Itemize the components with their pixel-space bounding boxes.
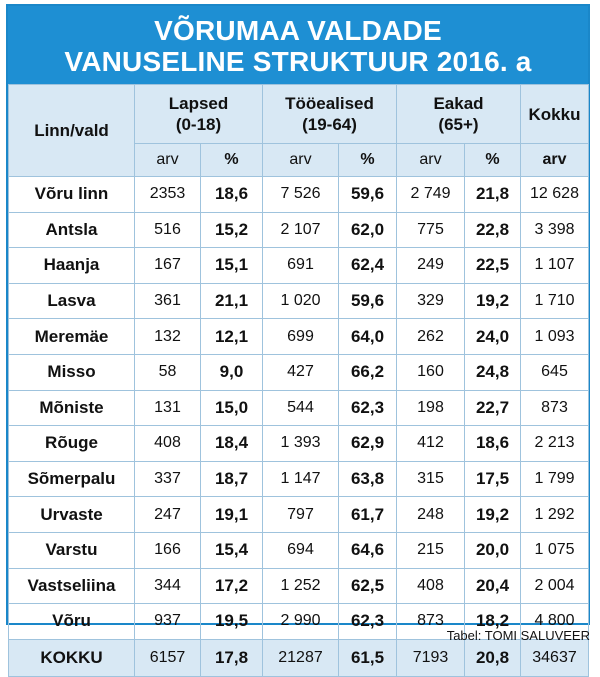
working-percent: 59,6 (339, 283, 397, 319)
total-count: 1 710 (521, 283, 589, 319)
children-count: 132 (135, 319, 201, 355)
working-count: 7 526 (263, 177, 339, 213)
elderly-count: 198 (397, 390, 465, 426)
header-working-percent: % (339, 144, 397, 177)
title-line-2: VANUSELINE STRUKTUUR 2016. a (64, 46, 532, 77)
table-row (9, 426, 589, 462)
elderly-percent: 18,2 (465, 604, 521, 640)
header-children-percent: % (201, 144, 263, 177)
children-count: 408 (135, 426, 201, 462)
working-count: 1 252 (263, 568, 339, 604)
place-name: Misso (9, 354, 135, 390)
working-count: 1 020 (263, 283, 339, 319)
children-percent: 18,7 (201, 461, 263, 497)
header-place: Linn/vald (9, 85, 135, 177)
working-count: 2 990 (263, 604, 339, 640)
place-name: Rõuge (9, 426, 135, 462)
place-name: Võru (9, 604, 135, 640)
children-percent: 15,2 (201, 212, 263, 248)
children-percent: 15,0 (201, 390, 263, 426)
children-count: 167 (135, 248, 201, 284)
working-percent: 64,0 (339, 319, 397, 355)
elderly-count: 315 (397, 461, 465, 497)
elderly-percent: 22,7 (465, 390, 521, 426)
table-row (9, 212, 589, 248)
total-children-count: 6157 (135, 639, 201, 676)
title-line-1: VÕRUMAA VALDADE (154, 15, 442, 46)
total-label: KOKKU (9, 639, 135, 676)
total-count: 1 107 (521, 248, 589, 284)
children-count: 247 (135, 497, 201, 533)
working-count: 1 147 (263, 461, 339, 497)
working-percent: 62,3 (339, 604, 397, 640)
place-name: Varstu (9, 532, 135, 568)
children-percent: 9,0 (201, 354, 263, 390)
children-count: 361 (135, 283, 201, 319)
total-working-percent: 61,5 (339, 639, 397, 676)
working-count: 694 (263, 532, 339, 568)
elderly-count: 408 (397, 568, 465, 604)
total-children-percent: 17,8 (201, 639, 263, 676)
working-count: 797 (263, 497, 339, 533)
children-percent: 19,5 (201, 604, 263, 640)
elderly-percent: 20,4 (465, 568, 521, 604)
place-name: Haanja (9, 248, 135, 284)
header-elderly-label: Eakad (433, 94, 484, 113)
total-count: 645 (521, 354, 589, 390)
total-elderly-percent: 20,8 (465, 639, 521, 676)
children-count: 516 (135, 212, 201, 248)
place-name: Urvaste (9, 497, 135, 533)
elderly-count: 412 (397, 426, 465, 462)
working-percent: 62,0 (339, 212, 397, 248)
children-count: 131 (135, 390, 201, 426)
total-count: 1 799 (521, 461, 589, 497)
working-percent: 62,5 (339, 568, 397, 604)
elderly-percent: 22,5 (465, 248, 521, 284)
working-count: 427 (263, 354, 339, 390)
total-count: 1 292 (521, 497, 589, 533)
header-children-label: Lapsed (168, 94, 229, 113)
elderly-count: 329 (397, 283, 465, 319)
elderly-percent: 24,0 (465, 319, 521, 355)
elderly-count: 262 (397, 319, 465, 355)
header-children-count: arv (135, 144, 201, 177)
children-count: 58 (135, 354, 201, 390)
elderly-count: 160 (397, 354, 465, 390)
working-percent: 62,3 (339, 390, 397, 426)
header-working-range: (19-64) (302, 115, 357, 134)
total-count: 1 075 (521, 532, 589, 568)
working-count: 2 107 (263, 212, 339, 248)
total-count: 2 004 (521, 568, 589, 604)
table-row (9, 283, 589, 319)
table-row (9, 177, 589, 213)
children-percent: 15,4 (201, 532, 263, 568)
table-row (9, 532, 589, 568)
total-count: 873 (521, 390, 589, 426)
elderly-count: 249 (397, 248, 465, 284)
total-working-count: 21287 (263, 639, 339, 676)
total-count: 12 628 (521, 177, 589, 213)
working-count: 691 (263, 248, 339, 284)
table-row (9, 390, 589, 426)
total-count: 4 800 (521, 604, 589, 640)
place-name: Lasva (9, 283, 135, 319)
table-row (9, 461, 589, 497)
total-row (9, 639, 589, 676)
place-name: Võru linn (9, 177, 135, 213)
header-total: Kokku (521, 85, 589, 144)
total-all-count: 34637 (521, 639, 589, 676)
table-body (9, 177, 589, 640)
elderly-percent: 20,0 (465, 532, 521, 568)
children-percent: 17,2 (201, 568, 263, 604)
elderly-percent: 24,8 (465, 354, 521, 390)
header-working (263, 85, 397, 144)
working-percent: 64,6 (339, 532, 397, 568)
elderly-count: 2 749 (397, 177, 465, 213)
elderly-count: 873 (397, 604, 465, 640)
children-percent: 21,1 (201, 283, 263, 319)
elderly-percent: 21,8 (465, 177, 521, 213)
children-count: 2353 (135, 177, 201, 213)
table-row (9, 354, 589, 390)
place-name: Vastseliina (9, 568, 135, 604)
working-percent: 59,6 (339, 177, 397, 213)
place-name: Meremäe (9, 319, 135, 355)
total-count: 1 093 (521, 319, 589, 355)
header-elderly-range: (65+) (438, 115, 479, 134)
header-elderly-count: arv (397, 144, 465, 177)
children-percent: 18,4 (201, 426, 263, 462)
header-working-count: arv (263, 144, 339, 177)
age-structure-table (8, 84, 589, 677)
elderly-percent: 19,2 (465, 283, 521, 319)
table-row (9, 319, 589, 355)
working-percent: 62,4 (339, 248, 397, 284)
elderly-percent: 18,6 (465, 426, 521, 462)
elderly-percent: 22,8 (465, 212, 521, 248)
elderly-percent: 19,2 (465, 497, 521, 533)
header-total-count: arv (521, 144, 589, 177)
total-count: 2 213 (521, 426, 589, 462)
total-elderly-count: 7193 (397, 639, 465, 676)
table-credit: Tabel: TOMI SALUVEER (446, 628, 590, 643)
table-row (9, 248, 589, 284)
children-percent: 15,1 (201, 248, 263, 284)
children-percent: 18,6 (201, 177, 263, 213)
header-row-groups (9, 85, 589, 144)
elderly-percent: 17,5 (465, 461, 521, 497)
working-count: 544 (263, 390, 339, 426)
total-count: 3 398 (521, 212, 589, 248)
children-count: 337 (135, 461, 201, 497)
table-row (9, 568, 589, 604)
working-percent: 63,8 (339, 461, 397, 497)
header-working-label: Tööealised (285, 94, 374, 113)
working-percent: 62,9 (339, 426, 397, 462)
elderly-count: 248 (397, 497, 465, 533)
place-name: Mõniste (9, 390, 135, 426)
header-elderly (397, 85, 521, 144)
working-percent: 61,7 (339, 497, 397, 533)
header-elderly-percent: % (465, 144, 521, 177)
table-row (9, 497, 589, 533)
elderly-count: 775 (397, 212, 465, 248)
place-name: Sõmerpalu (9, 461, 135, 497)
place-name: Antsla (9, 212, 135, 248)
children-count: 344 (135, 568, 201, 604)
working-count: 1 393 (263, 426, 339, 462)
children-percent: 12,1 (201, 319, 263, 355)
working-count: 699 (263, 319, 339, 355)
children-count: 166 (135, 532, 201, 568)
children-count: 937 (135, 604, 201, 640)
header-children (135, 85, 263, 144)
children-percent: 19,1 (201, 497, 263, 533)
elderly-count: 215 (397, 532, 465, 568)
header-children-range: (0-18) (175, 115, 222, 134)
working-percent: 66,2 (339, 354, 397, 390)
title-banner (8, 6, 588, 84)
